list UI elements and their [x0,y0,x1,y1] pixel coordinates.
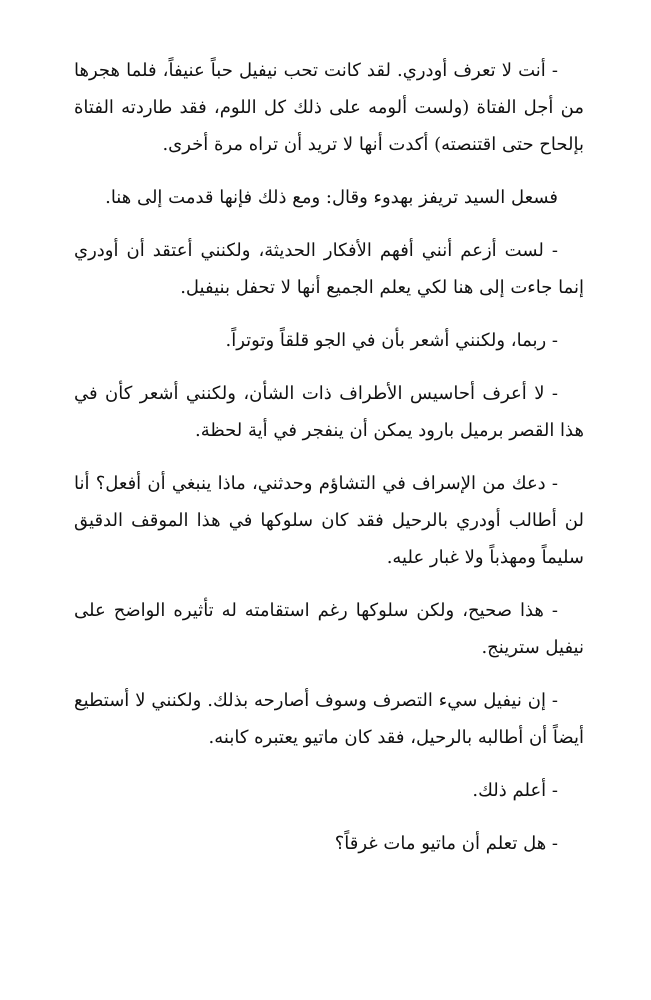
paragraph: - لست أزعم أنني أفهم الأفكار الحديثة، ولكنني أعتقد أن أودري إنما جاءت إلى هنا لكي يعلم الجميع أنها لا تحفل بنيفيل. [74,240,584,298]
body-text [74,52,584,878]
paragraph: فسعل السيد تريفز بهدوء وقال: ومع ذلك فإنها قدمت إلى هنا. [105,187,558,208]
paragraph: - لا أعرف أحاسيس الأطراف ذات الشأن، ولكنني أشعر كأن في هذا القصر برميل بارود يمكن أن ينفجر في أية لحظة. [74,383,584,441]
paragraph: - هذا صحيح، ولكن سلوكها رغم استقامته له تأثيره الواضح على نيفيل سترينج. [74,600,584,658]
paragraph: - أنت لا تعرف أودري. لقد كانت تحب نيفيل حباً عنيفاً، فلما هجرها من أجل الفتاة (ولست ألومه على ذلك كل اللوم، فقد طاردته الفتاة بإلحاح حتى اقتنصته) أكدت أنها لا تريد أن تراه مرة أخرى. [74,60,584,155]
paragraph: - هل تعلم أن ماتيو مات غرقاً؟ [334,833,558,854]
paragraph: - أعلم ذلك. [472,780,558,801]
paragraph: - إن نيفيل سيء التصرف وسوف أصارحه بذلك. ولكنني لا أستطيع أيضاً أن أطالبه بالرحيل، فقد كان ماتيو يعتبره كابنه. [74,690,584,748]
paragraph: - ربما، ولكنني أشعر بأن في الجو قلقاً وتوتراً. [225,330,558,351]
paragraph: - دعك من الإسراف في التشاؤم وحدثني، ماذا ينبغي أن أفعل؟ أنا لن أطالب أودري بالرحيل فقد كان سلوكها في هذا الموقف الدقيق سليماً ومهذباً ولا غبار عليه. [74,473,584,568]
